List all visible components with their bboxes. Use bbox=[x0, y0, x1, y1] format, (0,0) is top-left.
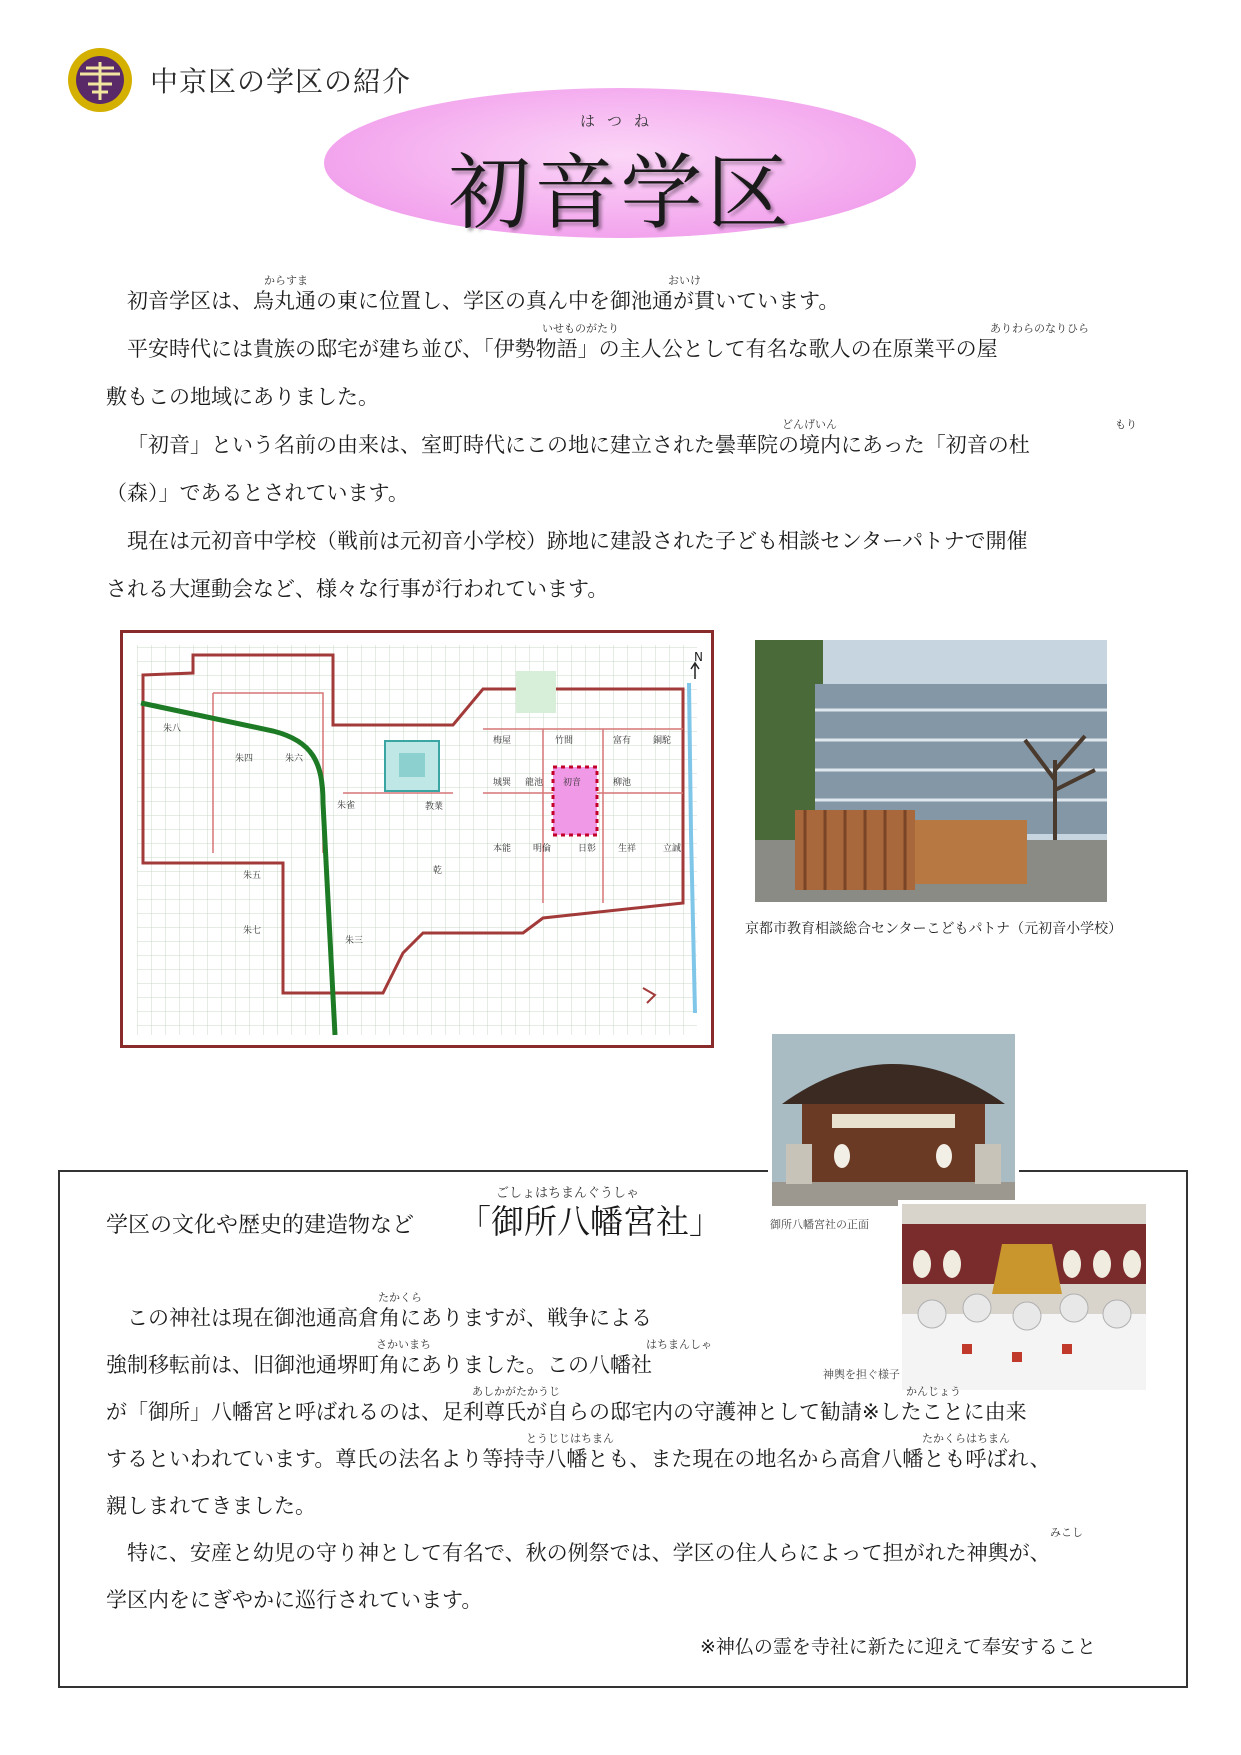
ruby-mori: もり bbox=[1115, 418, 1137, 431]
map-label: 教業 bbox=[425, 802, 444, 812]
ruby-karasuma: からすま bbox=[264, 274, 308, 287]
ruby-takakurahachiman: たかくらはちまん bbox=[922, 1432, 1010, 1445]
map-label: 城巽 bbox=[493, 778, 512, 788]
map-label: 竹間 bbox=[555, 736, 574, 746]
mikoshi-photo-caption: 神輿を担ぐ様子 bbox=[823, 1368, 900, 1381]
culture-line-7: 学区内をにぎやかに巡行されています。 bbox=[106, 1588, 483, 1612]
map-label: 龍池 bbox=[525, 778, 544, 788]
culture-line-4: するといわれています。尊氏の法名より等持寺八幡とも、また現在の地名から高倉八幡とも呼ばれ、 bbox=[106, 1447, 1051, 1471]
map-label: 梅屋 bbox=[493, 736, 512, 746]
culture-line-3: が「御所」八幡宮と呼ばれるのは、足利尊氏が自らの邸宅内の守護神として勧請※したことに由来 bbox=[106, 1400, 1027, 1424]
intro-line-6: 現在は元初音中学校（戦前は元初音小学校）跡地に建設された子ども相談センターパトナで開催 bbox=[127, 529, 1028, 553]
intro-line-4: 「初音」という名前の由来は、室町時代にこの地に建立された曇華院の境内にあった「初音の杜 bbox=[127, 433, 1030, 457]
ruby-ashikaga: あしかがたかうじ bbox=[472, 1385, 560, 1398]
shrine-photo-caption: 御所八幡宮社の正面 bbox=[770, 1218, 869, 1231]
map-label: 朱雀 bbox=[337, 801, 356, 811]
map-label: 明倫 bbox=[533, 844, 552, 854]
culture-label: 学区の文化や歴史的建造物など bbox=[106, 1213, 415, 1238]
ruby-goshohachiman: ごしょはちまんぐうしゃ bbox=[496, 1186, 640, 1201]
map-label: 朱四 bbox=[235, 754, 254, 764]
shrine-name: 「御所八幡宮社」 bbox=[458, 1202, 722, 1241]
map-label: 立誠 bbox=[663, 844, 682, 854]
north-label: N bbox=[694, 650, 703, 664]
page-title: 初音学区 bbox=[448, 146, 793, 241]
ward-logo-icon bbox=[66, 46, 134, 114]
map-label: 銅駝 bbox=[653, 736, 672, 746]
map-label: 朱五 bbox=[243, 871, 262, 881]
map-label: 朱三 bbox=[345, 936, 364, 946]
intro-line-2: 平安時代には貴族の邸宅が建ち並び、「伊勢物語」の主人公として有名な歌人の在原業平の屋 bbox=[127, 337, 998, 361]
title-ruby: はつね bbox=[579, 112, 661, 130]
shrine-photo bbox=[768, 1030, 1019, 1210]
ruby-dongein: どんげいん bbox=[782, 418, 837, 431]
map-label: 本能 bbox=[493, 844, 512, 854]
intro-line-5: （森）」であるとされています。 bbox=[106, 481, 409, 505]
map-label: 柳池 bbox=[613, 778, 632, 788]
center-building-photo bbox=[755, 640, 1107, 902]
map-label: 朱八 bbox=[163, 724, 182, 734]
map-label: 富有 bbox=[613, 736, 632, 746]
intro-line-3: 敷もこの地域にありました。 bbox=[106, 385, 379, 409]
center-photo-caption: 京都市教育相談総合センターこどもパトナ（元初音小学校） bbox=[745, 921, 1123, 937]
ruby-ise: いせものがたり bbox=[542, 322, 619, 335]
intro-line-7: される大運動会など、様々な行事が行われています。 bbox=[106, 577, 609, 601]
intro-line-1: 初音学区は、烏丸通の東に位置し、学区の真ん中を御池通が貫いています。 bbox=[127, 289, 840, 313]
map-label: 乾 bbox=[433, 866, 443, 876]
footnote: ※神仏の霊を寺社に新たに迎えて奉安すること bbox=[700, 1636, 1096, 1658]
map-label: 日彰 bbox=[578, 844, 597, 854]
culture-line-6: 特に、安産と幼児の守り神として有名で、秋の例祭では、学区の住人らによって担がれた神輿が、 bbox=[127, 1541, 1051, 1565]
ruby-kanjou: かんじょう bbox=[906, 1385, 961, 1398]
mikoshi-photo bbox=[898, 1200, 1150, 1394]
district-map-drawing bbox=[123, 633, 711, 1045]
culture-line-2: 強制移転前は、旧御池通堺町角にありました。この八幡社 bbox=[106, 1353, 652, 1377]
header-title: 中京区の学区の紹介 bbox=[150, 65, 412, 98]
culture-line-5: 親しまれてきました。 bbox=[106, 1494, 316, 1518]
district-map bbox=[120, 630, 714, 1048]
ruby-ariwara: ありわらのなりひら bbox=[990, 322, 1089, 335]
ruby-mikoshi: みこし bbox=[1050, 1526, 1083, 1539]
culture-line-1: この神社は現在御池通高倉角にありますが、戦争による bbox=[127, 1306, 652, 1330]
ruby-hachimansha: はちまんしゃ bbox=[646, 1338, 712, 1351]
ruby-oike: おいけ bbox=[668, 274, 701, 287]
ruby-sakaimachi: さかいまち bbox=[376, 1338, 431, 1351]
map-label: 生祥 bbox=[618, 844, 637, 854]
ruby-takakura: たかくら bbox=[378, 1291, 422, 1304]
map-label: 朱六 bbox=[285, 754, 304, 764]
ruby-toujiji: とうじじはちまん bbox=[526, 1432, 614, 1445]
map-label-hatsune: 初音 bbox=[563, 778, 582, 788]
map-label: 朱七 bbox=[243, 926, 262, 936]
